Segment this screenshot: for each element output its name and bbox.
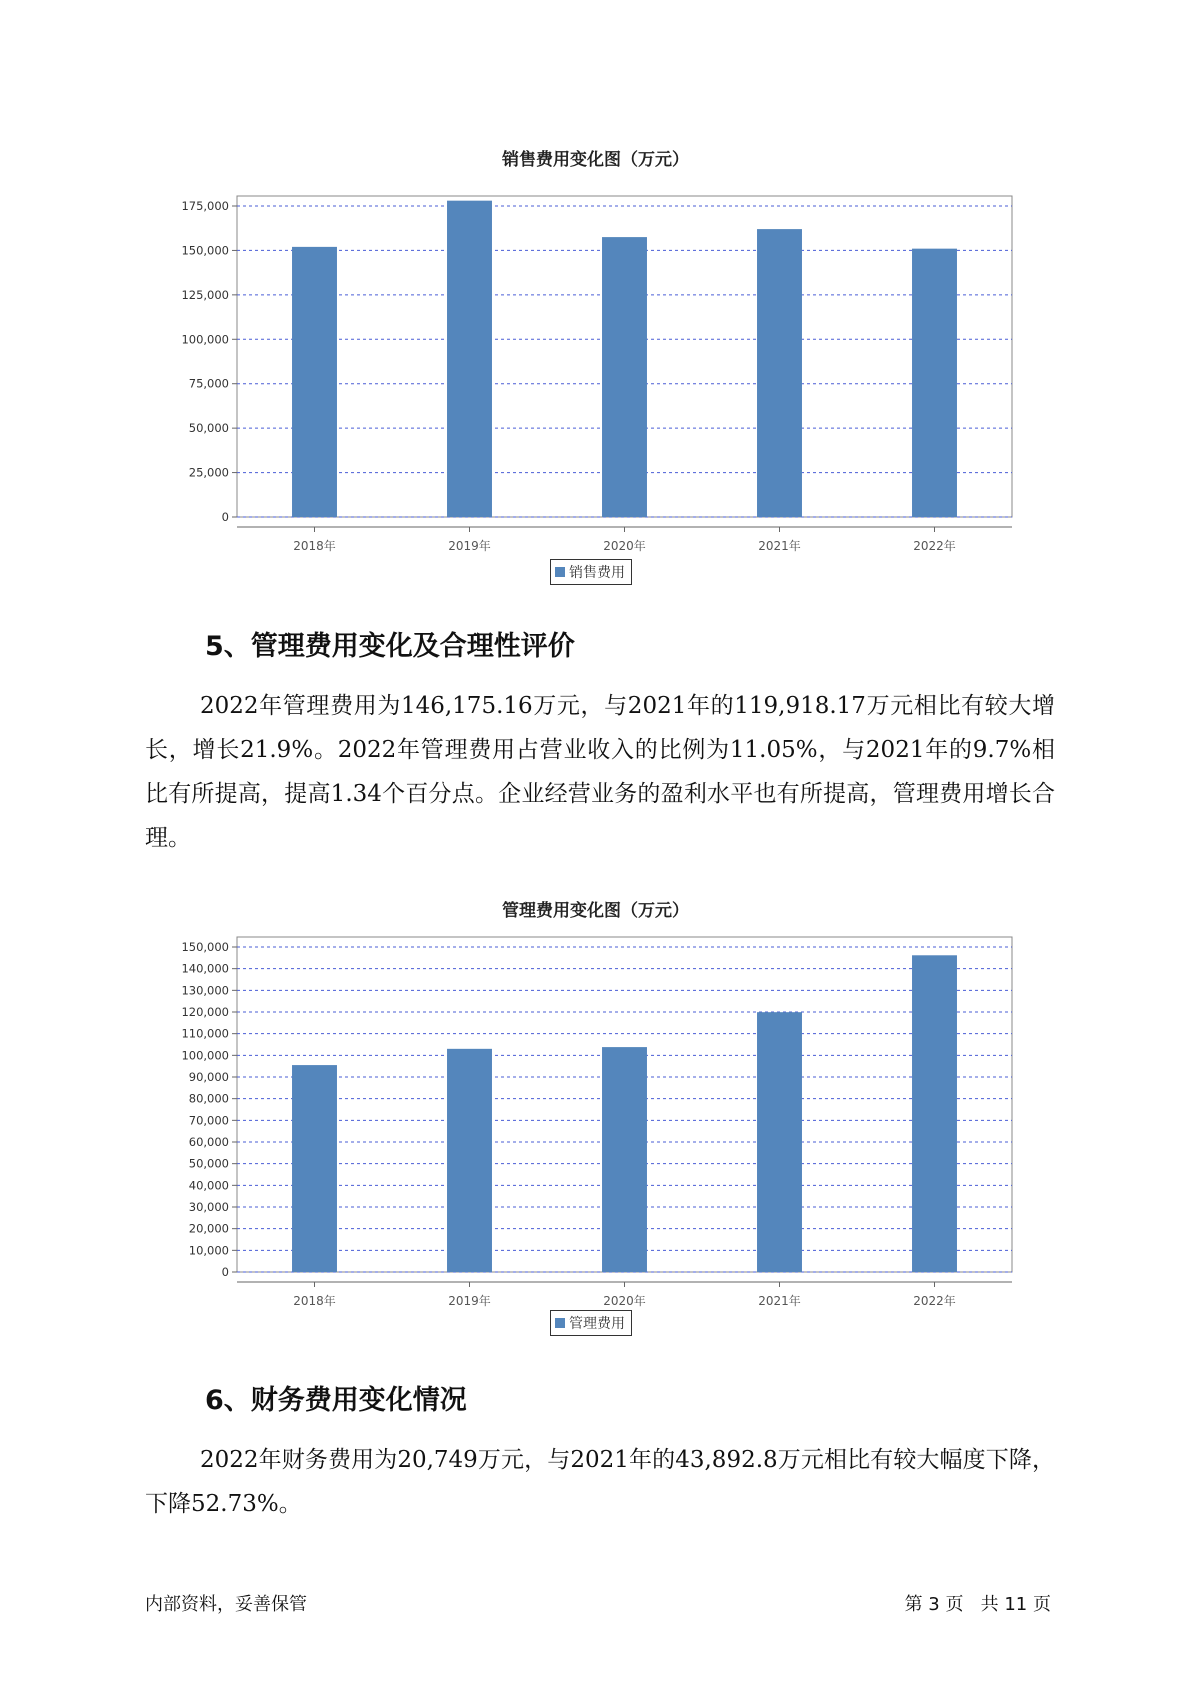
- bar-2020年: [602, 1047, 647, 1272]
- y-tick-label: 80,000: [188, 1091, 229, 1106]
- bar-2022年: [912, 955, 957, 1272]
- y-tick-label: 110,000: [181, 1026, 229, 1041]
- section6-heading: 6、财务费用变化情况: [205, 1385, 467, 1416]
- y-tick-label: 30,000: [188, 1200, 229, 1214]
- y-tick-label: 120,000: [181, 1005, 229, 1019]
- y-tick-label: 70,000: [188, 1113, 229, 1128]
- y-tick-label: 20,000: [188, 1221, 229, 1236]
- chart2-legend: [550, 1310, 632, 1336]
- legend-swatch: [555, 1318, 565, 1328]
- section6-paragraph: 2022年财务费用为20,749万元，与2021年的43,892.8万元相比有较大幅度下降，下降52.73%。: [145, 1447, 1055, 1517]
- y-tick-label: 10,000: [188, 1243, 229, 1258]
- y-tick-label: 90,000: [188, 1070, 229, 1084]
- y-tick-label: 50,000: [188, 421, 229, 436]
- bar-2021年: [757, 1012, 802, 1272]
- y-tick-label: 25,000: [188, 465, 229, 480]
- y-tick-label: 140,000: [181, 961, 229, 976]
- chart1-title: 销售费用变化图（万元）: [502, 150, 689, 170]
- y-tick-label: 100,000: [181, 1048, 229, 1063]
- x-tick-label: 2019年: [448, 539, 491, 553]
- y-tick-label: 75,000: [188, 376, 229, 391]
- y-tick-label: 150,000: [181, 243, 229, 258]
- section5-paragraph: 2022年管理费用为146,175.16万元，与2021年的119,918.17万元相比有较大增长，增长21.9%。2022年管理费用占营业收入的比例为11.05%，与2021年的9.7%相比有所提高，提高1.34个百分点。企业经营业务的盈利水平也有所提高，管理费用增长合理。: [145, 693, 1055, 851]
- chart2-title: 管理费用变化图（万元）: [502, 901, 689, 921]
- x-tick-label: 2019年: [448, 1294, 491, 1308]
- x-tick-label: 2020年: [603, 539, 646, 553]
- y-tick-label: 100,000: [181, 332, 229, 347]
- bar-2018年: [292, 1065, 337, 1272]
- y-tick-label: 130,000: [181, 983, 229, 998]
- bar-2019年: [447, 1049, 492, 1272]
- chart2-legend-label: 管理费用: [569, 1316, 625, 1332]
- y-tick-label: 60,000: [188, 1135, 229, 1149]
- x-tick-label: 2022年: [913, 539, 956, 553]
- x-tick-label: 2021年: [758, 539, 801, 553]
- y-tick-label: 125,000: [181, 287, 229, 302]
- x-tick-label: 2018年: [293, 1294, 336, 1308]
- y-tick-label: 150,000: [181, 940, 229, 954]
- x-tick-label: 2020年: [603, 1294, 646, 1308]
- footer-page-number: 第 3 页 共 11 页: [904, 1594, 1051, 1615]
- x-tick-label: 2022年: [913, 1294, 956, 1308]
- y-tick-label: 0: [221, 1265, 229, 1279]
- section5-heading: 5、管理费用变化及合理性评价: [205, 631, 575, 662]
- y-tick-label: 0: [221, 510, 229, 524]
- x-tick-label: 2021年: [758, 1294, 801, 1308]
- chart1-legend-label: 销售费用: [569, 565, 625, 581]
- footer-confidential: 内部资料，妥善保管: [145, 1594, 307, 1615]
- x-tick-label: 2018年: [293, 539, 336, 553]
- y-tick-label: 175,000: [181, 199, 229, 213]
- y-tick-label: 40,000: [188, 1178, 229, 1193]
- y-tick-label: 50,000: [188, 1156, 229, 1171]
